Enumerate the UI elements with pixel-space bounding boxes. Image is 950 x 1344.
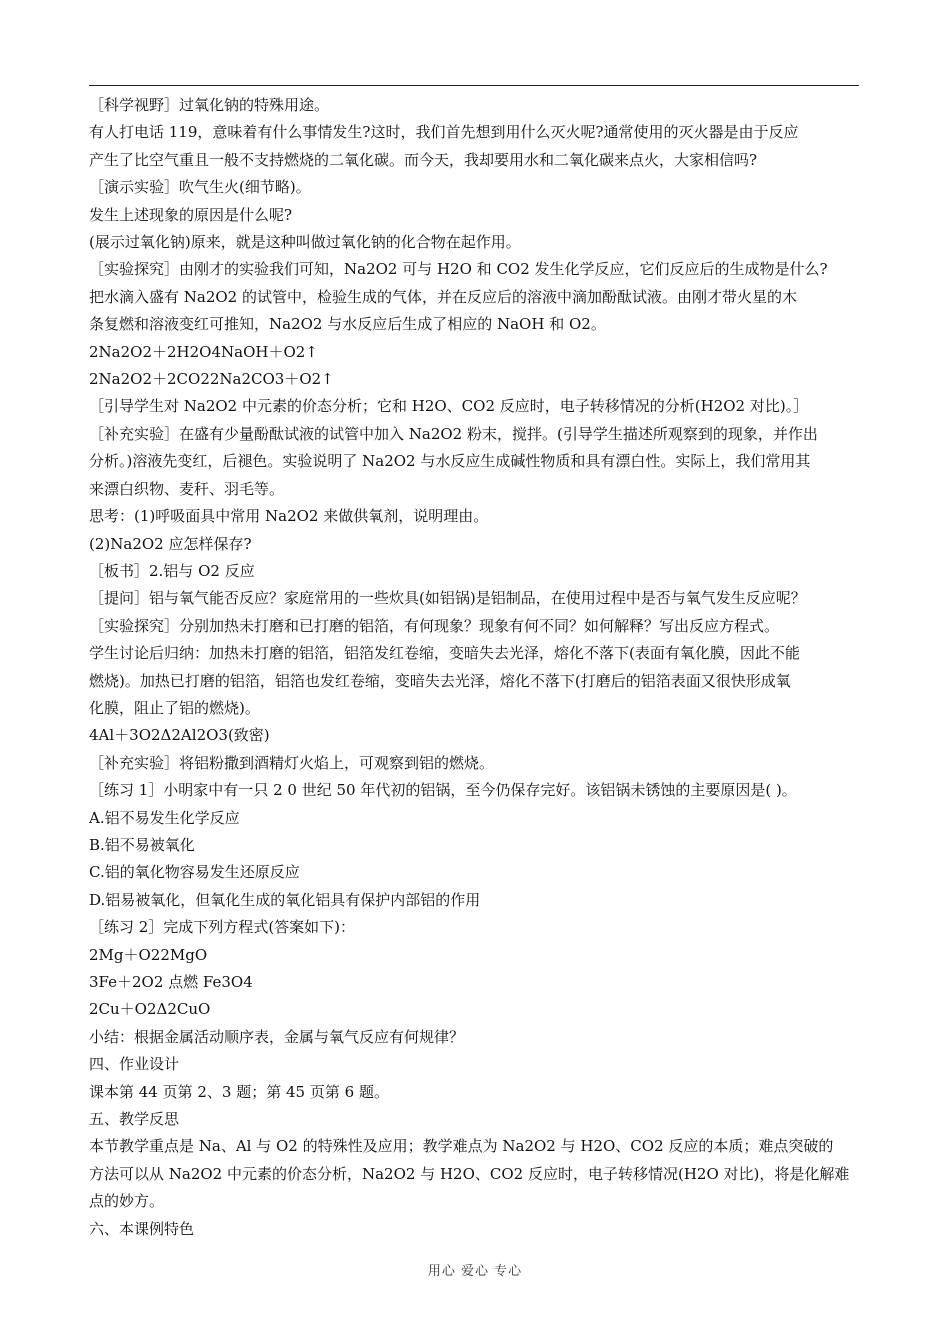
text-line: ［实验探究］由刚才的实验我们可知，Na2O2 可与 H2O 和 CO2 发生化学反应，它们反应后的生成物是什么?	[89, 260, 828, 279]
text-line: 学生讨论后归纳：加热未打磨的铝箔，铝箔发红卷缩，变暗失去光泽，熔化不落下(表面有氧化膜，因此不能	[89, 644, 800, 663]
option-line: A.铝不易发生化学反应	[89, 808, 240, 827]
header-rule	[89, 85, 859, 86]
text-line: 思考：(1)呼吸面具中常用 Na2O2 来做供氧剂，说明理由。	[89, 507, 489, 526]
text-line: 方法可以从 Na2O2 中元素的价态分析，Na2O2 与 H2O、CO2 反应时，电子转移情况(H2O 对比)，将是化解难	[89, 1164, 850, 1183]
exercise-line: ［练习 1］小明家中有一只 2 0 世纪 50 年代初的铝锅，至今仍保存完好。该铝锅未锈蚀的主要原因是( )。	[89, 781, 797, 800]
section-line: ［板书］2.铝与 O2 反应	[89, 561, 255, 580]
text-line: ［科学视野］过氧化钠的特殊用途。	[89, 96, 330, 114]
equation-line: 2Cu＋O2Δ2CuO	[89, 1000, 211, 1019]
page-footer: 用心 爱心 专心	[427, 1264, 523, 1279]
equation-line: 3Fe＋2O2 点燃 Fe3O4	[89, 973, 253, 991]
section-heading: 六、本课例特色	[89, 1219, 195, 1238]
text-line: ［补充实验］将铝粉撒到酒精灯火焰上，可观察到铝的燃烧。	[89, 753, 495, 772]
text-line: 来漂白织物、麦秆、羽毛等。	[89, 479, 285, 498]
text-line: ［补充实验］在盛有少量酚酞试液的试管中加入 Na2O2 粉末，搅拌。(引导学生描述所观察到的现象，并作出	[89, 424, 818, 443]
text-line: 课本第 44 页第 2、3 题；第 45 页第 6 题。	[89, 1082, 389, 1101]
text-line: ［演示实验］吹气生火(细节略)。	[89, 178, 311, 197]
text-line: 有人打电话 119，意味着有什么事情发生?这时，我们首先想到用什么灭火呢?通常使用的灭火器是由于反应	[89, 123, 799, 142]
option-line: B.铝不易被氧化	[89, 835, 195, 854]
text-line: 把水滴入盛有 Na2O2 的试管中，检验生成的气体，并在反应后的溶液中滴加酚酞试液。由刚才带火星的木	[89, 287, 797, 306]
section-heading: 五、教学反思	[89, 1110, 180, 1129]
option-line: C.铝的氧化物容易发生还原反应	[89, 863, 300, 882]
text-line: 燃烧)。加热已打磨的铝箔，铝箔也发红卷缩，变暗失去光泽，熔化不落下(打磨后的铝箔表面又很快形成氧	[89, 671, 791, 690]
exercise-line: ［练习 2］完成下列方程式(答案如下)：	[89, 918, 356, 937]
option-line: D.铝易被氧化，但氧化生成的氧化铝具有保护内部铝的作用	[89, 890, 481, 909]
text-line: 分析。)溶液先变红，后褪色。实验说明了 Na2O2 与水反应生成碱性物质和具有漂白性。实际上，我们常用其	[89, 452, 811, 471]
text-line: ［提问］铝与氧气能否反应？家庭常用的一些炊具(如铝锅)是铝制品，在使用过程中是否与氧气发生反应呢？	[89, 589, 806, 608]
equation-line: 4Al＋3O2Δ2Al2O3(致密)	[89, 726, 270, 745]
equation-line: 2Mg＋O22MgO	[89, 945, 208, 964]
text-line: 本节教学重点是 Na、Al 与 O2 的特殊性及应用；教学难点为 Na2O2 与 H2O、CO2 反应的本质；难点突破的	[89, 1137, 834, 1156]
text-line: 小结：根据金属活动顺序表，金属与氧气反应有何规律？	[89, 1027, 465, 1046]
text-line: ［实验探究］分别加热未打磨和已打磨的铝箔，有何现象？现象有何不同？如何解释？写出反应方程式。	[89, 616, 780, 635]
text-line: (2)Na2O2 应怎样保存?	[89, 534, 252, 553]
equation-line: 2Na2O2＋2H2O4NaOH＋O2↑	[89, 342, 318, 361]
text-line: 化膜，阻止了铝的燃烧)。	[89, 698, 260, 717]
text-line: 产生了比空气重且一般不支持燃烧的二氧化碳。而今天，我却要用水和二氧化碳来点火，大家相信吗?	[89, 150, 758, 169]
text-line: 条复燃和溶液变红可推知，Na2O2 与水反应后生成了相应的 NaOH 和 O2。	[89, 315, 606, 334]
text-line: 发生上述现象的原因是什么呢?	[89, 205, 293, 224]
equation-line: 2Na2O2＋2CO22Na2CO3＋O2↑	[89, 370, 334, 389]
text-line: 点的妙方。	[89, 1192, 165, 1211]
text-line: ［引导学生对 Na2O2 中元素的价态分析；它和 H2O、CO2 反应时，电子转移情况的分析(H2O2 对比)。］	[89, 397, 809, 416]
section-heading: 四、作业设计	[89, 1055, 180, 1074]
document-body	[89, 92, 861, 1243]
text-line: (展示过氧化钠)原来，就是这种叫做过氧化钠的化合物在起作用。	[89, 233, 521, 252]
